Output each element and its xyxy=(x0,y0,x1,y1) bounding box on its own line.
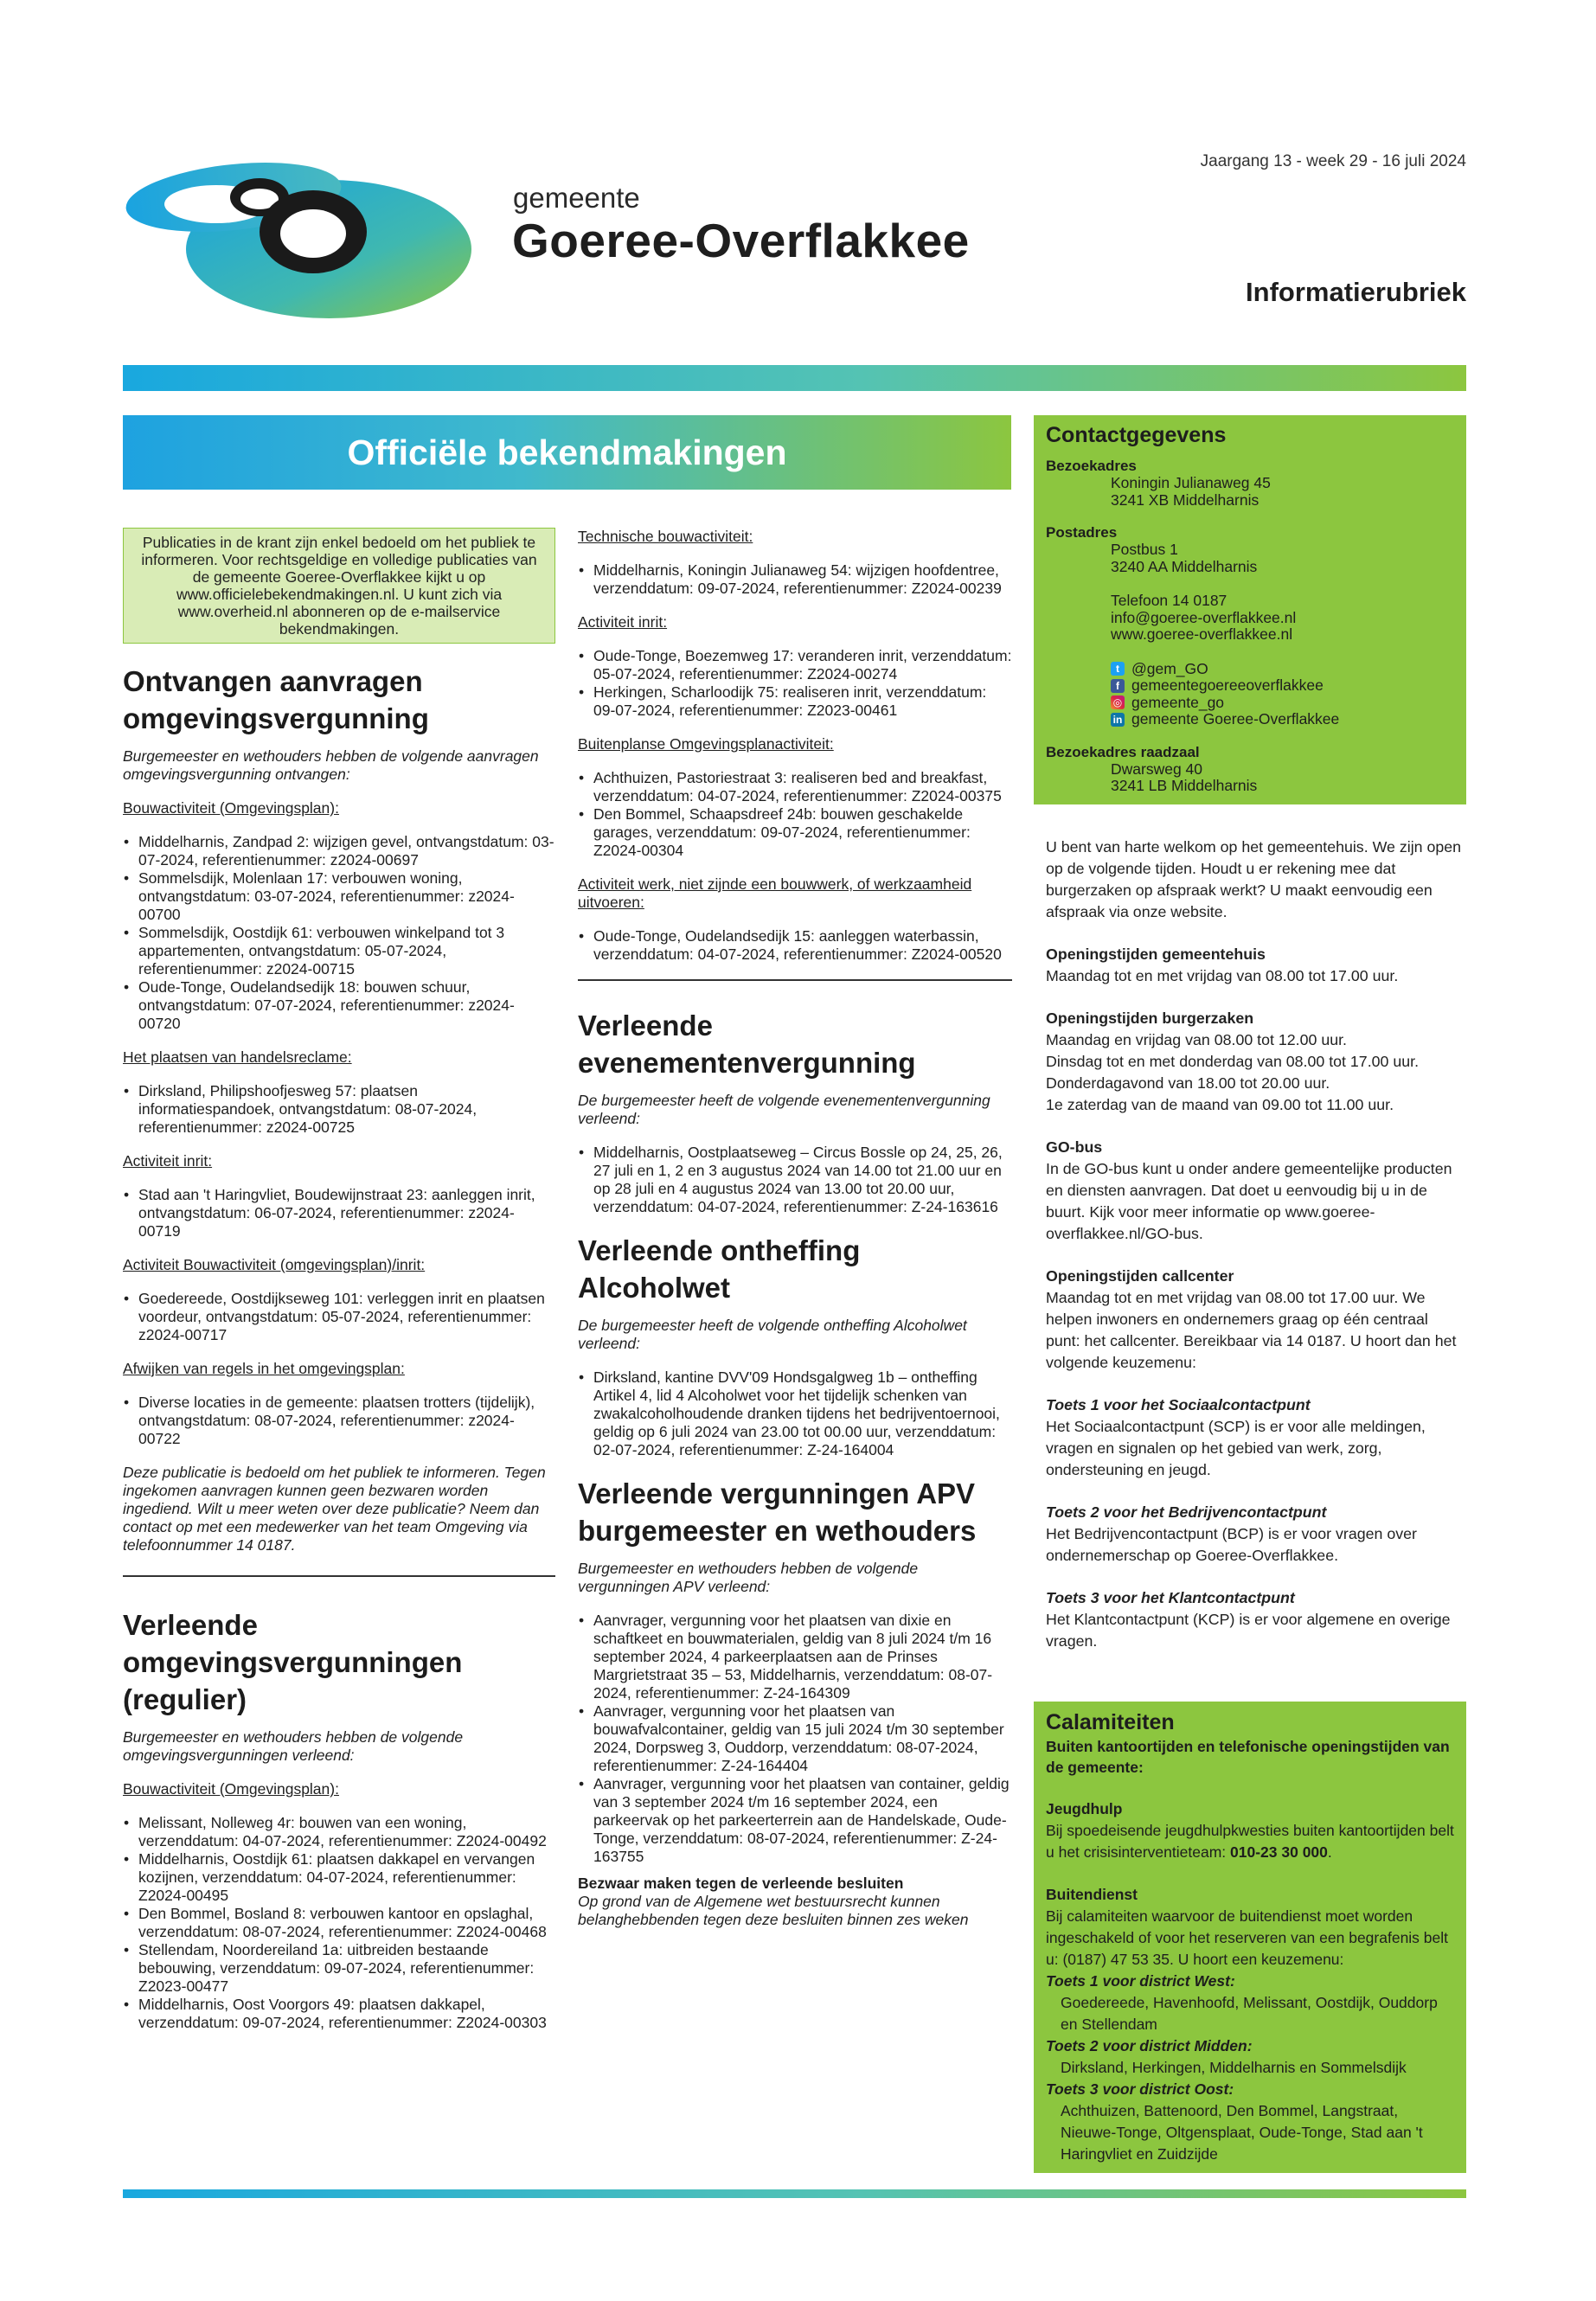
intro-text: Burgemeester en wethouders hebben de volgende vergunningen APV verleend: xyxy=(578,1560,919,1595)
list-item: • Middelharnis, Koningin Julianaweg 54: wijzigen hoofdentree, verzenddatum: 09-07-2024, referentienummer: Z2024-00239 xyxy=(578,561,1012,598)
calamiteiten-panel xyxy=(1034,1702,1466,2173)
list-item: • Goedereede, Oostdijkseweg 101: verleggen inrit en plaatsen voordeur, ontvangstdatum: 05-07-2024, referentienummer: z2024-00717 xyxy=(123,1290,555,1344)
section-title: Informatierubriek xyxy=(1246,277,1466,307)
category-heading: Bouwactiviteit (Omgevingsplan): xyxy=(123,1780,339,1798)
item-list xyxy=(123,833,555,1033)
website-link[interactable]: www.goeree-overflakkee.nl xyxy=(1111,625,1293,643)
jeugdhulp-phone: 010-23 30 000 xyxy=(1230,1843,1328,1861)
list-item: • Melissant, Nolleweg 4r: bouwen van een woning, verzenddatum: 04-07-2024, referentienummer: Z2024-00492 xyxy=(123,1814,555,1850)
twitter-icon: t xyxy=(1111,662,1125,676)
linkedin-link[interactable] xyxy=(1046,711,1454,728)
item-list xyxy=(578,1144,1012,1216)
list-item: • Diverse locaties in de gemeente: plaatsen trotters (tijdelijk), ontvangstdatum: 08-07-2024, referentienummer: z2024-00722 xyxy=(123,1394,555,1448)
intro-text: Burgemeester en wethouders hebben de volgende aanvragen omgevingsvergunning ontvangen: xyxy=(123,747,539,783)
list-item: • Stellendam, Noordereiland 1a: uitbreiden bestaande bebouwing, verzenddatum: 09-07-2024, referentienummer: Z2023-00477 xyxy=(123,1941,555,1996)
address-line: Dwarsweg 40 xyxy=(1111,760,1203,778)
jeugdhulp-heading: Jeugdhulp xyxy=(1046,1800,1123,1817)
notice-box: Publicaties in de krant zijn enkel bedoeld om het publiek te informeren. Voor rechtsgeldige en volledige publicaties van de gemeente Goeree-Overflakkee kijkt u op www.officielebekendmakingen.nl. U kunt zich via www.overheid.nl abonneren op de e-mailservice bekendmakingen. xyxy=(123,528,555,644)
list-item: • Oude-Tonge, Boezemweg 17: veranderen inrit, verzenddatum: 05-07-2024, referentienummer: Z2024-00274 xyxy=(578,647,1012,683)
address-line: Koningin Julianaweg 45 xyxy=(1111,474,1271,491)
buitendienst-text: Bij calamiteiten waarvoor de buitendienst moet worden ingeschakeld of voor het reserveren van een begrafenis belt u: (0187) 47 53 35. U hoort een keuzemenu: xyxy=(1046,1907,1449,1968)
heading-vergunningen-apv: Verleende vergunningen APV burgemeester en wethouders xyxy=(578,1477,977,1547)
item-list xyxy=(578,1368,1012,1459)
list-item: • Oude-Tonge, Oudelandsedijk 15: aanleggen waterbassin, verzenddatum: 04-07-2024, referentienummer: Z2024-00520 xyxy=(578,927,1012,964)
district-west-heading: Toets 1 voor district West: xyxy=(1046,1972,1235,1990)
burgerzaken-hours: Dinsdag tot en met donderdag van 08.00 tot 17.00 uur. xyxy=(1046,1053,1420,1070)
contact-title: Contactgegevens xyxy=(1046,423,1227,447)
list-item: • Achthuizen, Pastoriestraat 3: realiseren bed and breakfast, verzenddatum: 04-07-2024, referentienummer: Z2024-00375 xyxy=(578,769,1012,805)
postadres-label: Postadres xyxy=(1046,524,1118,541)
gradient-bar-top xyxy=(123,365,1466,391)
twitter-link[interactable] xyxy=(1046,661,1454,678)
gemeentehuis-hours: Maandag tot en met vrijdag van 08.00 tot 17.00 uur. xyxy=(1046,967,1399,984)
twitter-handle: @gem_GO xyxy=(1131,659,1208,677)
list-item: • Aanvrager, vergunning voor het plaatsen van bouwafvalcontainer, geldig van 15 juli 2024 t/m 30 september 2024, Dorpsweg 3, Ouddorp, verzenddatum: 08-07-2024, referentienummer: Z-24-164404 xyxy=(578,1702,1012,1775)
gradient-bar-bottom xyxy=(123,2189,1466,2198)
heading-ontvangen-aanvragen: Ontvangen aanvragen omgevingsvergunning xyxy=(123,665,429,734)
column-middle xyxy=(578,528,1012,1929)
jeugdhulp-text: Bij spoedeisende jeugdhulpkwesties buiten kantoortijden belt u het crisisinterventieteam: 010-23 30 000. xyxy=(1046,1822,1454,1861)
opening-hours-info xyxy=(1046,836,1466,1673)
heading-evenementenvergunning: Verleende evenementenvergunning xyxy=(578,1009,916,1079)
toets3-heading: Toets 3 voor het Klantcontactpunt xyxy=(1046,1589,1295,1606)
list-item: • Oude-Tonge, Oudelandsedijk 18: bouwen schuur, ontvangstdatum: 07-07-2024, referentienummer: z2024-00720 xyxy=(123,978,555,1033)
facebook-handle: gemeentegoereeoverflakkee xyxy=(1131,676,1324,694)
gobus-text: In de GO-bus kunt u onder andere gemeentelijke producten en diensten aanvragen. Dat doet u eenvoudig bij u in de buurt. Kijk voor meer informatie op www.goeree-overflakkee.nl/GO-bus. xyxy=(1046,1160,1452,1242)
toets2-heading: Toets 2 voor het Bedrijvencontactpunt xyxy=(1046,1503,1327,1521)
address-line: 3241 XB Middelharnis xyxy=(1111,490,1259,509)
closing-text: Deze publicatie is bedoeld om het publiek te informeren. Tegen ingekomen aanvragen kunnen geen bezwaren worden ingediend. Wilt u meer weten over deze publicatie? Neem dan contact op met een medewerker van het team Omgeving via telefoonnummer 14 0187. xyxy=(123,1464,546,1554)
list-item: • Dirksland, kantine DVV'09 Hondsgalgweg 1b – ontheffing Artikel 4, lid 4 Alcoholwet voor het tijdelijk schenken van zwakalcoholhoudende dranken tijdens het bedrijventoernooi, geldig op 6 juli 2024 van 23.00 tot 00.00 uur, verzenddatum: 02-07-2024, referentienummer: Z-24-164004 xyxy=(578,1368,1012,1459)
burgerzaken-hours: 1e zaterdag van de maand van 09.00 tot 11.00 uur. xyxy=(1046,1096,1394,1113)
address-line: 3240 AA Middelharnis xyxy=(1111,557,1258,575)
list-item: • Dirksland, Philipshoofjesweg 57: plaatsen informatiespandoek, ontvangstdatum: 08-07-2024, referentienummer: z2024-00725 xyxy=(123,1082,555,1137)
logo-gemeente-text: gemeente xyxy=(513,182,640,214)
buitendienst-heading: Buitendienst xyxy=(1046,1886,1138,1903)
email-link[interactable]: info@goeree-overflakkee.nl xyxy=(1111,608,1297,626)
address-line: 3241 LB Middelharnis xyxy=(1111,777,1258,794)
toets1-text: Het Sociaalcontactpunt (SCP) is er voor alle meldingen, vragen en signalen op het gebied van werk, zorg, ondersteuning en jeugd. xyxy=(1046,1418,1426,1478)
district-oost-text: Achthuizen, Battenoord, Den Bommel, Langstraat, Nieuwe-Tonge, Oltgensplaat, Oude-Tonge, Stad aan 't Haringvliet en Zuidzijde xyxy=(1061,2102,1423,2163)
list-item: • Aanvrager, vergunning voor het plaatsen van dixie en schaftkeet en bouwmaterialen, geldig van 8 juli 2024 t/m 16 september 2024, 4 parkeerplaatsen aan de Prinses Margrietstraat 35 – 53, Middelharnis, verzenddatum: 08-07-2024, referentienummer: Z-24-164309 xyxy=(578,1612,1012,1702)
category-heading: Het plaatsen van handelsreclame: xyxy=(123,1048,352,1066)
callcenter-heading: Openingstijden callcenter xyxy=(1046,1267,1234,1285)
bezoekadres-label: Bezoekadres xyxy=(1046,458,1137,474)
heading-ontheffing-alcoholwet: Verleende ontheffing Alcoholwet xyxy=(578,1234,861,1304)
calamiteiten-title: Calamiteiten xyxy=(1046,1710,1175,1734)
list-item: • Middelharnis, Oostdijk 61: plaatsen dakkapel en vervangen kozijnen, verzenddatum: 04-07-2024, referentienummer: Z2024-00495 xyxy=(123,1850,555,1905)
item-list xyxy=(578,1612,1012,1866)
item-list xyxy=(578,927,1012,964)
intro-text: De burgemeester heeft de volgende evenementenvergunning verleend: xyxy=(578,1092,990,1127)
item-list xyxy=(123,1814,555,2032)
issue-date: Jaargang 13 - week 29 - 16 juli 2024 xyxy=(1200,152,1466,170)
burgerzaken-heading: Openingstijden burgerzaken xyxy=(1046,1009,1254,1027)
district-oost-heading: Toets 3 voor district Oost: xyxy=(1046,2080,1234,2098)
list-item: • Den Bommel, Bosland 8: verbouwen kantoor en opslaghal, verzenddatum: 08-07-2024, referentienummer: Z2024-00468 xyxy=(123,1905,555,1941)
item-list xyxy=(123,1394,555,1448)
facebook-link[interactable] xyxy=(1046,677,1454,695)
item-list xyxy=(578,647,1012,720)
category-heading: Bouwactiviteit (Omgevingsplan): xyxy=(123,799,339,817)
divider xyxy=(578,979,1012,981)
linkedin-icon: in xyxy=(1111,713,1125,727)
instagram-handle: gemeente_go xyxy=(1131,693,1225,711)
category-heading: Activiteit inrit: xyxy=(123,1152,213,1170)
logo-municipality-name: Goeree-Overflakkee xyxy=(512,214,970,267)
burgerzaken-hours: Maandag en vrijdag van 08.00 tot 12.00 uur. xyxy=(1046,1031,1347,1048)
burgerzaken-hours: Donderdagavond van 18.00 tot 20.00 uur. xyxy=(1046,1074,1330,1092)
category-heading: Afwijken van regels in het omgevingsplan: xyxy=(123,1360,405,1377)
district-midden-heading: Toets 2 voor district Midden: xyxy=(1046,2037,1253,2054)
gemeentehuis-heading: Openingstijden gemeentehuis xyxy=(1046,945,1266,963)
category-heading: Activiteit Bouwactiviteit (omgevingsplan)/inrit: xyxy=(123,1256,426,1273)
list-item: • Sommelsdijk, Oostdijk 61: verbouwen winkelpand tot 3 appartementen, ontvangstdatum: 05-07-2024, referentienummer: z2024-00715 xyxy=(123,924,555,978)
linkedin-handle: gemeente Goeree-Overflakkee xyxy=(1131,710,1340,727)
list-item: • Middelharnis, Oostplaatseweg – Circus Bossle op 24, 25, 26, 27 juli en 1, 2 en 3 augustus 2024 van 14.00 tot 21.00 uur en op 28 juli en 4 augustus 2024 van 13.00 tot 20.00 uur, verzenddatum: 04-07-2024, referentienummer: Z-24-163616 xyxy=(578,1144,1012,1216)
bezwaar-text: Op grond van de Algemene wet bestuursrecht kunnen belanghebbenden tegen deze besluiten binnen zes weken xyxy=(578,1893,969,1928)
instagram-icon: ◎ xyxy=(1111,695,1125,709)
district-midden-text: Dirksland, Herkingen, Middelharnis en Sommelsdijk xyxy=(1061,2059,1407,2076)
phone: Telefoon 14 0187 xyxy=(1111,592,1227,609)
intro-text: Burgemeester en wethouders hebben de volgende omgevingsvergunningen verleend: xyxy=(123,1728,464,1764)
facebook-icon: f xyxy=(1111,679,1125,693)
contact-panel xyxy=(1034,415,1466,804)
heading-verleende-omgevingsvergunningen: Verleende omgevingsvergunningen (regulier) xyxy=(123,1609,463,1715)
item-list xyxy=(123,1186,555,1240)
item-list xyxy=(578,561,1012,598)
list-item: • Aanvrager, vergunning voor het plaatsen van container, geldig van 3 september 2024 t/m 16 september 2024, een parkeervak op het parkeerterrein aan de Handelskade, Oude-Tonge, verzenddatum: 08-07-2024, referentienummer: Z-24-163755 xyxy=(578,1775,1012,1866)
toets2-text: Het Bedrijvencontactpunt (BCP) is er voor vragen over ondernemerschap op Goeree-Overflakkee. xyxy=(1046,1525,1417,1564)
divider xyxy=(123,1575,555,1577)
toets3-text: Het Klantcontactpunt (KCP) is er voor algemene en overige vragen. xyxy=(1046,1611,1451,1650)
category-heading: Activiteit inrit: xyxy=(578,613,668,631)
category-heading: Technische bouwactiviteit: xyxy=(578,528,753,545)
category-heading: Buitenplanse Omgevingsplanactiviteit: xyxy=(578,735,834,753)
list-item: • Middelharnis, Zandpad 2: wijzigen gevel, ontvangstdatum: 03-07-2024, referentienummer: z2024-00697 xyxy=(123,833,555,869)
calamiteiten-subtitle: Buiten kantoortijden en telefonische openingstijden van de gemeente: xyxy=(1046,1738,1450,1776)
toets1-heading: Toets 1 voor het Sociaalcontactpunt xyxy=(1046,1396,1311,1413)
list-item: • Middelharnis, Oost Voorgors 49: plaatsen dakkapel, verzenddatum: 09-07-2024, referentienummer: Z2024-00303 xyxy=(123,1996,555,2032)
district-west-text: Goedereede, Havenhoofd, Melissant, Oostdijk, Ouddorp en Stellendam xyxy=(1061,1994,1438,2033)
list-item: • Sommelsdijk, Molenlaan 17: verbouwen woning, ontvangstdatum: 03-07-2024, referentienummer: z2024-00700 xyxy=(123,869,555,924)
bezwaar-heading: Bezwaar maken tegen de verleende besluiten xyxy=(578,1875,904,1892)
intro-text: De burgemeester heeft de volgende ontheffing Alcoholwet verleend: xyxy=(578,1317,967,1352)
address-line: Postbus 1 xyxy=(1111,541,1178,558)
column-left xyxy=(123,528,555,2048)
instagram-link[interactable] xyxy=(1046,695,1454,712)
item-list xyxy=(123,1082,555,1137)
gemeente-logo xyxy=(121,154,476,327)
raadzaal-label: Bezoekadres raadzaal xyxy=(1046,743,1200,760)
gobus-heading: GO-bus xyxy=(1046,1138,1103,1156)
item-list xyxy=(123,1290,555,1344)
category-heading: Activiteit werk, niet zijnde een bouwwerk, of werkzaamheid uitvoeren: xyxy=(578,875,972,911)
welcome-text: U bent van harte welkom op het gemeentehuis. We zijn open op de volgende tijden. Houdt u er rekening mee dat burgerzaken op afspraak werkt? U maakt eenvoudig een afspraak via onze website. xyxy=(1046,838,1462,920)
list-item: • Herkingen, Scharloodijk 75: realiseren inrit, verzenddatum: 09-07-2024, referentienummer: Z2023-00461 xyxy=(578,683,1012,720)
list-item: • Den Bommel, Schaapsdreef 24b: bouwen geschakelde garages, verzenddatum: 09-07-2024, referentienummer: Z2024-00304 xyxy=(578,805,1012,860)
item-list xyxy=(578,769,1012,860)
callcenter-text: Maandag tot en met vrijdag van 08.00 tot 17.00 uur. We helpen inwoners en ondernemers graag op één centraal punt: het callcenter. Bereikbaar via 14 0187. U hoort dan het volgende keuzemenu: xyxy=(1046,1289,1457,1371)
banner-officiele-bekendmakingen: Officiële bekendmakingen xyxy=(123,415,1011,490)
jeugdhulp-desc: Bij spoedeisende jeugdhulpkwesties buiten kantoortijden belt u het crisisinterventieteam: xyxy=(1046,1822,1454,1861)
list-item: • Stad aan 't Haringvliet, Boudewijnstraat 23: aanleggen inrit, ontvangstdatum: 06-07-2024, referentienummer: z2024-00719 xyxy=(123,1186,555,1240)
